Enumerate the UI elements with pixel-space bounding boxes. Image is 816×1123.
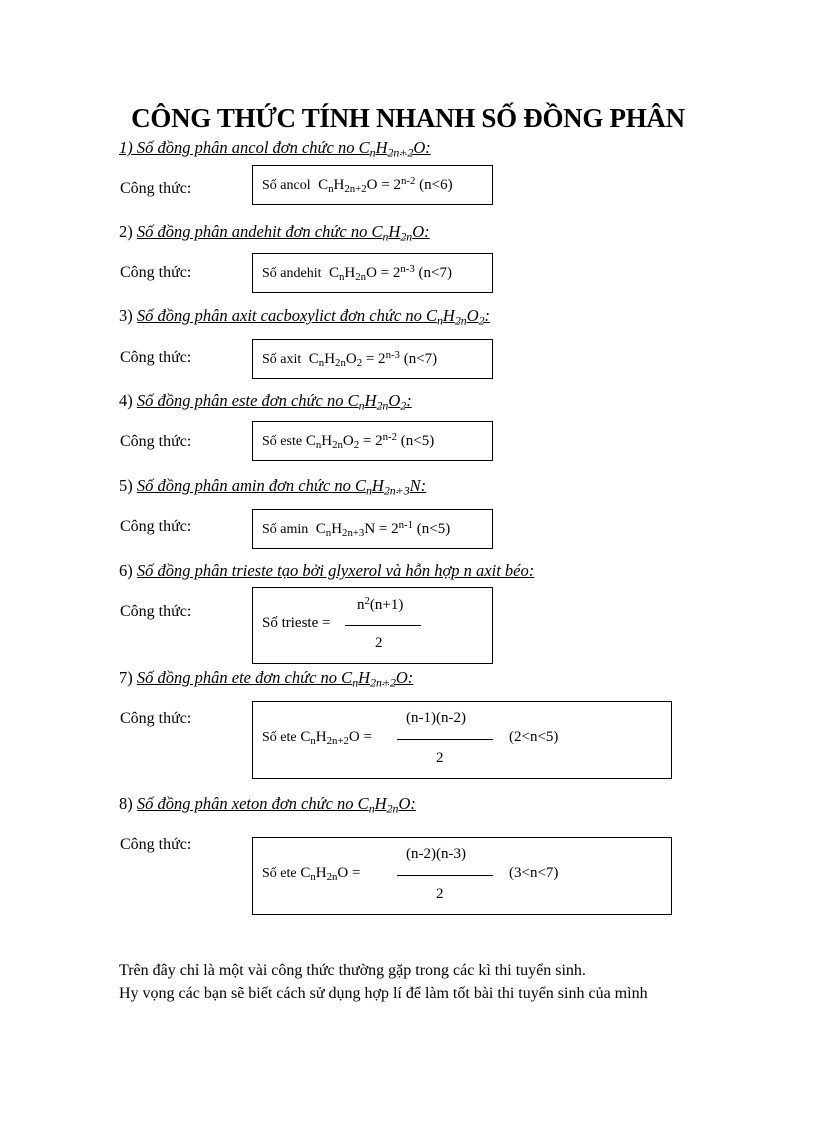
footer-line-2: Hy vọng các bạn sẽ biết cách sử dụng hợp lí để làm tốt bài thi tuyển sinh của mình <box>119 985 648 1002</box>
fraction-numerator: (n-2)(n-3) <box>406 846 466 862</box>
formula-box-8: Số ete $C_nH_{2n}O$ = (n-2)(n-3) 2 (3<n<7) <box>252 837 672 915</box>
formula-label: Công thức: <box>120 264 192 281</box>
formula-box-2: Số andehit $C_nH_{2n}O = 2^{n-3}$ (n<7) <box>252 253 493 293</box>
formula-box-3: Số axit $C_nH_{2n}O_2 = 2^{n-3}$ (n<7) <box>252 339 493 379</box>
section-8-heading: 8) Số đồng phân xeton đơn chức no $C_nH_{2n}O$: <box>119 794 416 816</box>
fraction-numerator: (n-1)(n-2) <box>406 710 466 726</box>
section-2-heading: 2) Số đồng phân andehit đơn chức no $C_nH_{2n}O$: <box>119 222 430 244</box>
formula-prefix: Số trieste = <box>262 615 331 631</box>
formula-box-1: Số ancol $C_nH_{2n+2}O = 2^{n-2}$ (n<6) <box>252 165 493 205</box>
page-title: CÔNG THỨC TÍNH NHANH SỐ ĐỒNG PHÂN <box>131 103 685 133</box>
formula-condition: (3<n<7) <box>509 865 559 881</box>
formula-label: Công thức: <box>120 349 192 366</box>
footer-line-1: Trên đây chỉ là một vài công thức thường gặp trong các kì thi tuyển sinh. <box>119 962 586 979</box>
section-6-heading: 6) Số đồng phân trieste tạo bởi glyxerol và hỗn hợp n axit béo: <box>119 561 535 580</box>
formula-label: Công thức: <box>120 836 192 853</box>
formula-box-7: Số ete $C_nH_{2n+2}O$ = (n-1)(n-2) 2 (2<n<5) <box>252 701 672 779</box>
section-7-heading: 7) Số đồng phân ete đơn chức no $C_nH_{2n+2}O$: <box>119 668 414 690</box>
formula-label: Công thức: <box>120 603 192 620</box>
section-1-heading: 1) Số đồng phân ancol đơn chức no $C_nH_{2n+2}O$: <box>119 138 431 160</box>
section-5-heading: 5) Số đồng phân amin đơn chức no $C_nH_{2n+3}N$: <box>119 476 427 498</box>
section-4-heading: 4) Số đồng phân este đơn chức no $C_nH_{2n}O_2$: <box>119 391 412 413</box>
formula-box-6 <box>252 587 493 664</box>
formula-box-5: Số amin $C_nH_{2n+3}N = 2^{n-1}$ (n<5) <box>252 509 493 549</box>
fraction-numerator: $n^2(n+1)$ <box>357 595 404 613</box>
fraction-denominator: 2 <box>375 635 383 651</box>
formula-condition: (2<n<5) <box>509 729 559 745</box>
formula-label: Công thức: <box>120 433 192 450</box>
formula-box-4: Số este $C_nH_{2n}O_2 = 2^{n-2}$ (n<5) <box>252 421 493 461</box>
section-3-heading: 3) Số đồng phân axit cacboxylict đơn chức no $C_nH_{2n}O_2$: <box>119 306 491 328</box>
formula-label: Công thức: <box>120 180 192 197</box>
fraction-denominator: 2 <box>436 750 444 766</box>
fraction-bar <box>345 625 421 626</box>
formula-label: Công thức: <box>120 518 192 535</box>
fraction-bar <box>397 875 493 876</box>
fraction-denominator: 2 <box>436 886 444 902</box>
formula-label: Công thức: <box>120 710 192 727</box>
fraction-bar <box>397 739 493 740</box>
